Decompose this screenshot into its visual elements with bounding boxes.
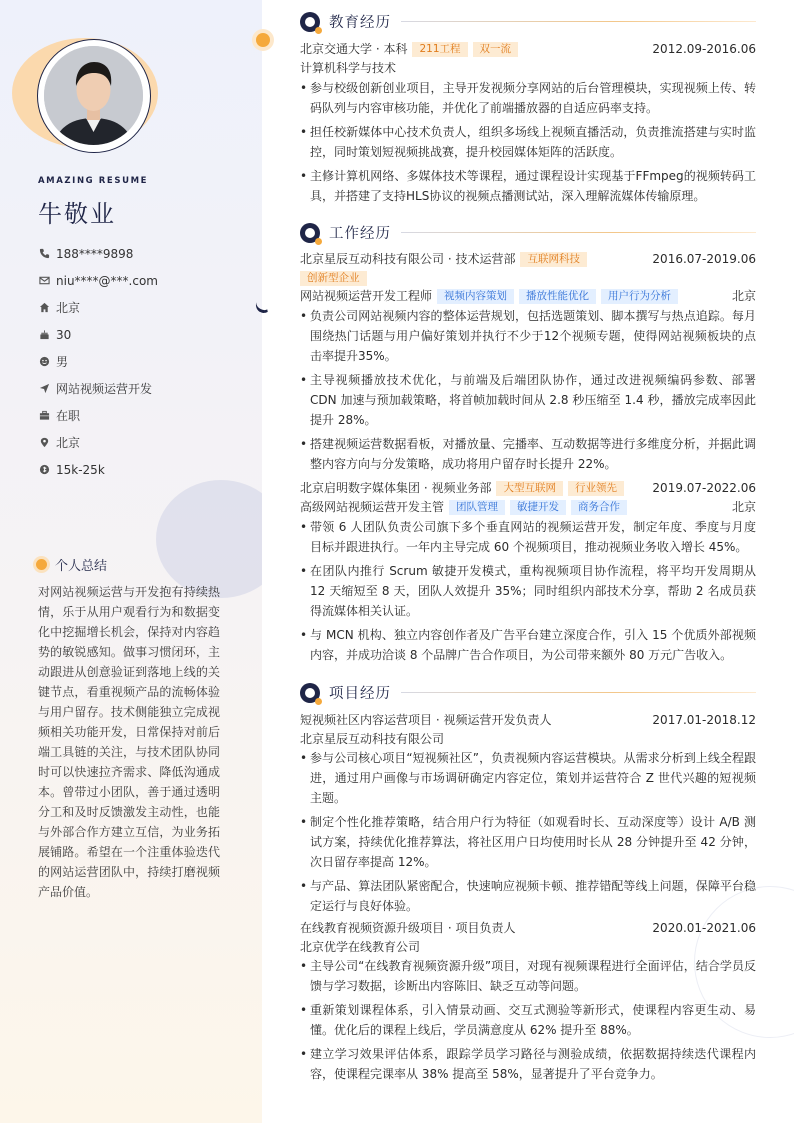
project-name: 短视频社区内容运营项目 · 视频运营开发负责人 bbox=[300, 713, 552, 727]
info-target-job bbox=[38, 375, 248, 402]
job-city: 北京 bbox=[731, 289, 756, 303]
location-pin-icon bbox=[38, 437, 50, 449]
info-location bbox=[38, 429, 248, 456]
info-status bbox=[38, 402, 248, 429]
list-item: • 参与校级创新创业项目，主导开发视频分享网站的后台管理模块，实现视频上传、转码队列与内容审核功能，并优化了前端播放器的自适应码率支持。 bbox=[300, 78, 756, 118]
work-title: 工作经历 bbox=[329, 226, 391, 242]
section-divider bbox=[401, 21, 756, 22]
education-header-row bbox=[300, 40, 756, 59]
sidebar bbox=[0, 0, 262, 1123]
project-date: 2020.01-2021.06 bbox=[652, 921, 756, 935]
job-header-row bbox=[300, 250, 756, 269]
work-section-header bbox=[300, 222, 756, 243]
summary-header bbox=[36, 555, 107, 574]
decor-circle bbox=[156, 480, 262, 598]
info-salary bbox=[38, 456, 248, 483]
cake-icon bbox=[38, 329, 50, 341]
project-block bbox=[300, 919, 756, 1088]
info-salary-text: 15k-25k bbox=[56, 462, 105, 477]
job-date: 2019.07-2022.06 bbox=[652, 481, 756, 495]
list-item: • 主导公司“在线教育视频资源升级”项目，对现有视频课程进行全面评估，结合学员反馈与学习数据，诊断出内容陈旧、缺乏互动等问题。 bbox=[300, 956, 756, 996]
education-date: 2012.09-2016.06 bbox=[652, 42, 756, 56]
list-item: • 担任校新媒体中心技术负责人，组织多场线上视频直播活动，负责推流搭建与实时监控，同时策划短视频挑战赛，提升校园媒体矩阵的活跃度。 bbox=[300, 122, 756, 162]
section-icon bbox=[300, 223, 320, 243]
job-role-row bbox=[300, 287, 756, 306]
info-phone bbox=[38, 240, 248, 267]
info-home-text: 北京 bbox=[56, 301, 81, 315]
info-target-job-text: 网站视频运营开发 bbox=[56, 382, 153, 396]
info-home bbox=[38, 294, 248, 321]
list-item: • 负责公司网站视频内容的整体运营规划，包括选题策划、脚本撰写与热点追踪。每月围绕热门话题与用户偏好策划并执行不少于12个视频专题，使得网站视频板块的点击率提升35%。 bbox=[300, 306, 756, 366]
decor-dot bbox=[256, 33, 270, 47]
school-tag: 双一流 bbox=[473, 42, 519, 57]
project-company: 北京优学在线教育公司 bbox=[300, 940, 421, 954]
bullet-dot-icon bbox=[36, 559, 47, 570]
skill-tag: 播放性能优化 bbox=[519, 289, 596, 304]
project-company: 北京星辰互动科技有限公司 bbox=[300, 732, 445, 746]
project-bullets bbox=[300, 748, 756, 916]
job-bullets bbox=[300, 517, 756, 665]
avatar bbox=[44, 46, 143, 145]
briefcase-icon bbox=[38, 410, 50, 422]
section-divider bbox=[401, 232, 756, 233]
section-icon bbox=[300, 683, 320, 703]
company-tag: 创新型企业 bbox=[300, 271, 367, 286]
list-item: • 制定个性化推荐策略，结合用户行为特征（如观看时长、互动深度等）设计 A/B 测试方案，持续优化推荐算法，将社区用户日均使用时长从 28 分钟提升至 42 分钟，次日留存率提高 12%。 bbox=[300, 812, 756, 872]
job-date: 2016.07-2019.06 bbox=[652, 252, 756, 266]
projects-section-header bbox=[300, 682, 756, 703]
gender-icon bbox=[38, 356, 50, 368]
list-item: • 主导视频播放技术优化，与前端及后端团队协作，通过改进视频编码参数、部署 CDN 加速与预加载策略，将首帧加载时间从 2.8 秒压缩至 1.4 秒，播放完成率因此提升 28%。 bbox=[300, 370, 756, 430]
education-section-header bbox=[300, 11, 756, 32]
skill-tag: 视频内容策划 bbox=[437, 289, 514, 304]
list-item: • 与 MCN 机构、独立内容创作者及广告平台建立深度合作，引入 15 个优质外部视频内容，并成功洽谈 8 个品牌广告合作项目，为公司带来额外 80 万元广告收入。 bbox=[300, 625, 756, 665]
job-role: 网站视频运营开发工程师 bbox=[300, 289, 433, 303]
list-item: • 搭建视频运营数据看板，对播放量、完播率、互动数据等进行多维度分析，并据此调整内容方向与分发策略，成功将用户留存时长提升 22%。 bbox=[300, 434, 756, 474]
skill-tag: 用户行为分析 bbox=[601, 289, 678, 304]
list-item: • 建立学习效果评估体系，跟踪学员学习路径与测验成绩，依据数据持续迭代课程内容，使课程完课率从 38% 提高至 58%，显著提升了平台竞争力。 bbox=[300, 1044, 756, 1084]
project-header-row bbox=[300, 919, 756, 938]
info-gender-text: 男 bbox=[56, 355, 69, 369]
avatar-frame bbox=[37, 39, 151, 153]
mail-icon bbox=[38, 275, 50, 287]
send-icon bbox=[38, 383, 50, 395]
info-location-text: 北京 bbox=[56, 436, 81, 450]
info-phone-text: 188****9898 bbox=[56, 246, 134, 261]
summary-text: 对网站视频运营与开发抱有持续热情，乐于从用户观看行为和数据变化中挖掘增长机会，保持对内容趋势的敏锐感知。做事习惯闭环，主动跟进从创意验证到落地上线的关键节点，看重视频产品的流畅体验与用户留存。技术侧能独立完成视频相关功能开发，日常保持对前后端工具链的关注，与技术团队协同时可以快速拉齐需求、降低沟通成本。曾带过小团队，善于通过透明分工和及时反馈激发主动性，也能与外部合作方建立互信，为业务拓展铺路。希望在一个注重体验迭代的网站运营团队中，持续打磨视频产品价值。 bbox=[38, 585, 220, 899]
section-icon bbox=[300, 12, 320, 32]
info-email bbox=[38, 267, 248, 294]
info-status-text: 在职 bbox=[56, 409, 81, 423]
education-title: 教育经历 bbox=[329, 15, 391, 31]
list-item: • 与产品、算法团队紧密配合，快速响应视频卡顿、推荐错配等线上问题，保障平台稳定运行与良好体验。 bbox=[300, 876, 756, 916]
projects-title: 项目经历 bbox=[329, 686, 391, 702]
project-header-row bbox=[300, 711, 756, 730]
job-header-row bbox=[300, 479, 756, 498]
portrait-photo bbox=[44, 46, 143, 145]
project-date: 2017.01-2018.12 bbox=[652, 713, 756, 727]
school-tag: 211工程 bbox=[412, 42, 467, 57]
info-age bbox=[38, 321, 248, 348]
list-item: • 参与公司核心项目“短视频社区”，负责视频内容运营模块。从需求分析到上线全程跟进，通过用户画像与市场调研确定内容定位，策划并运营符合 Z 世代兴趣的短视频主题。 bbox=[300, 748, 756, 808]
skill-tag: 敏捷开发 bbox=[510, 500, 566, 515]
skill-tag: 团队管理 bbox=[449, 500, 505, 515]
contact-info-list bbox=[38, 240, 248, 483]
school-name: 北京交通大学 · 本科 bbox=[300, 42, 408, 56]
candidate-name: 牛敬业 bbox=[38, 200, 116, 228]
job-bullets bbox=[300, 306, 756, 474]
job-city: 北京 bbox=[731, 500, 756, 514]
company-name: 北京启明数字媒体集团 · 视频业务部 bbox=[300, 481, 492, 495]
section-divider bbox=[401, 692, 756, 693]
company-tag: 互联网科技 bbox=[520, 252, 587, 267]
list-item: • 带领 6 人团队负责公司旗下多个垂直网站的视频运营开发，制定年度、季度与月度目标并跟进执行。一年内主导完成 60 个视频项目，推动视频业务收入增长 45%。 bbox=[300, 517, 756, 557]
project-name: 在线教育视频资源升级项目 · 项目负责人 bbox=[300, 921, 516, 935]
info-email-text: niu****@***.com bbox=[56, 273, 158, 288]
resume-tagline: AMAZING RESUME bbox=[38, 176, 149, 186]
info-gender bbox=[38, 348, 248, 375]
major: 计算机科学与技术 bbox=[300, 61, 397, 75]
list-item: • 主修计算机网络、多媒体技术等课程，通过课程设计实现基于FFmpeg的视频转码工具，并搭建了支持HLS协议的视频点播测试站，深入理解流媒体传输原理。 bbox=[300, 166, 756, 206]
salary-icon bbox=[38, 464, 50, 476]
education-bullets bbox=[300, 78, 756, 206]
info-age-text: 30 bbox=[56, 327, 72, 342]
list-item: • 重新策划课程体系，引入情景动画、交互式测验等新形式，使课程内容更生动、易懂。优化后的课程上线后，学员满意度从 62% 提升至 88%。 bbox=[300, 1000, 756, 1040]
summary-title: 个人总结 bbox=[55, 559, 108, 574]
project-block bbox=[300, 711, 756, 920]
job-role: 高级网站视频运营开发主管 bbox=[300, 500, 445, 514]
job-block bbox=[300, 250, 756, 478]
company-tag: 大型互联网 bbox=[496, 481, 563, 496]
company-tag: 行业领先 bbox=[568, 481, 624, 496]
home-icon bbox=[38, 302, 50, 314]
project-bullets bbox=[300, 956, 756, 1084]
job-role-row bbox=[300, 498, 756, 517]
phone-icon bbox=[38, 248, 50, 260]
company-name: 北京星辰互动科技有限公司 · 技术运营部 bbox=[300, 252, 516, 266]
education-block bbox=[300, 40, 756, 210]
job-block bbox=[300, 479, 756, 669]
job-tag-row bbox=[300, 271, 756, 286]
list-item: • 在团队内推行 Scrum 敏捷开发模式，重构视频项目协作流程，将平均开发周期从 12 天缩短至 8 天，团队人效提升 35%；同时组织内部技术分享，帮助 2 名成员获得流媒体相关认证。 bbox=[300, 561, 756, 621]
skill-tag: 商务合作 bbox=[571, 500, 627, 515]
